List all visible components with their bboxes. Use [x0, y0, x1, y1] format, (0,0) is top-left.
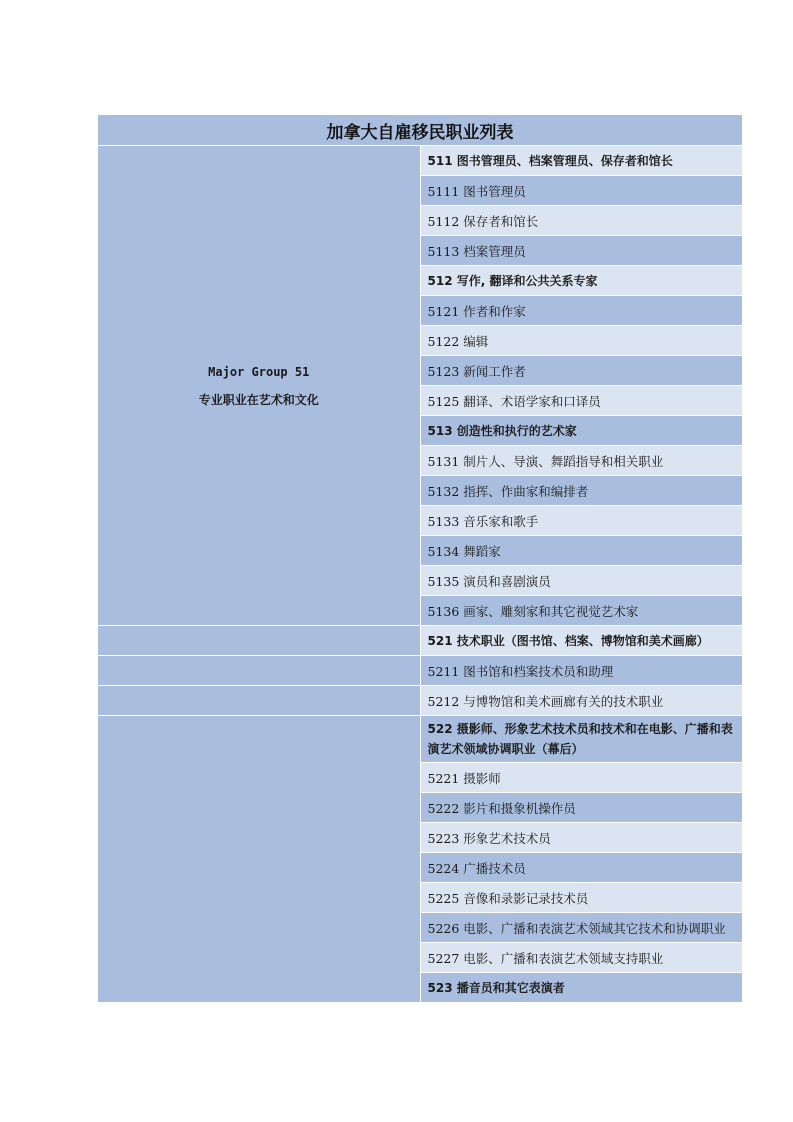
- occupation-cell: 5221 摄影师: [420, 763, 743, 793]
- empty-left-cell: [98, 686, 421, 716]
- occupation-cell: 5112 保存者和馆长: [420, 206, 743, 236]
- table-row: [98, 716, 743, 763]
- occupation-cell: 5222 影片和摄象机操作员: [420, 793, 743, 823]
- occupation-cell: 5226 电影、广播和表演艺术领域其它技术和协调职业: [420, 913, 743, 943]
- occupation-cell: 5133 音乐家和歌手: [420, 506, 743, 536]
- occupation-cell: 5135 演员和喜剧演员: [420, 566, 743, 596]
- occupation-cell: 5123 新闻工作者: [420, 356, 743, 386]
- occupation-cell: 5136 画家、雕刻家和其它视觉艺术家: [420, 596, 743, 626]
- occupation-cell: 5121 作者和作家: [420, 296, 743, 326]
- table-row: [98, 626, 743, 656]
- occupation-cell: 5211 图书馆和档案技术员和助理: [420, 656, 743, 686]
- occupation-cell: 5122 编辑: [420, 326, 743, 356]
- occupation-cell: 5125 翻译、术语学家和口译员: [420, 386, 743, 416]
- occupation-cell: 5131 制片人、导演、舞蹈指导和相关职业: [420, 446, 743, 476]
- major-group-cell: [98, 146, 421, 626]
- major-group-label: Major Group 51: [208, 364, 310, 379]
- minor-group-heading: 513 创造性和执行的艺术家: [420, 416, 743, 446]
- occupation-cell: 5111 图书管理员: [420, 176, 743, 206]
- occupation-cell: 5224 广播技术员: [420, 853, 743, 883]
- occupation-cell: 5134 舞蹈家: [420, 536, 743, 566]
- occupation-cell: 5212 与博物馆和美术画廊有关的技术职业: [420, 686, 743, 716]
- empty-left-cell: [98, 716, 421, 1003]
- title-row: [98, 115, 743, 146]
- occupation-table: [97, 114, 743, 1003]
- minor-group-heading: 522 摄影师、形象艺术技术员和技术和在电影、广播和表演艺术领域协调职业（幕后）: [420, 716, 743, 763]
- minor-group-heading: 521 技术职业（图书馆、档案、博物馆和美术画廊）: [420, 626, 743, 656]
- occupation-cell: 5132 指挥、作曲家和编排者: [420, 476, 743, 506]
- table-row: [98, 146, 743, 176]
- major-group-name: 专业职业在艺术和文化: [198, 392, 319, 407]
- table-row: [98, 686, 743, 716]
- empty-left-cell: [98, 656, 421, 686]
- minor-group-heading: 511 图书管理员、档案管理员、保存者和馆长: [420, 146, 743, 176]
- empty-left-cell: [98, 626, 421, 656]
- minor-group-heading: 512 写作, 翻译和公共关系专家: [420, 266, 743, 296]
- minor-group-heading: 523 播音员和其它表演者: [420, 973, 743, 1003]
- table-row: [98, 656, 743, 686]
- occupation-cell: 5113 档案管理员: [420, 236, 743, 266]
- table-title: 加拿大自雇移民职业列表: [98, 115, 743, 146]
- occupation-cell: 5225 音像和录影记录技术员: [420, 883, 743, 913]
- occupation-cell: 5223 形象艺术技术员: [420, 823, 743, 853]
- occupation-cell: 5227 电影、广播和表演艺术领域支持职业: [420, 943, 743, 973]
- occupation-table-container: [97, 114, 743, 1003]
